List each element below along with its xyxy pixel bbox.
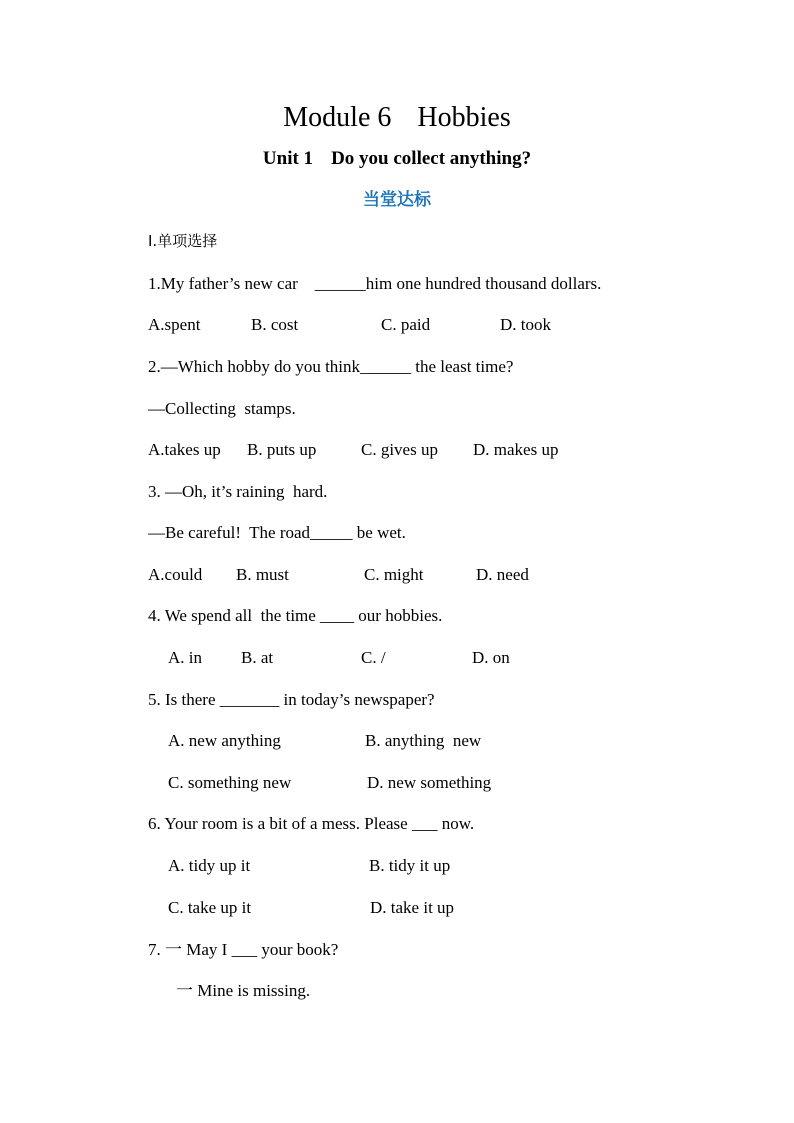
part-label: Ⅰ.单项选择 xyxy=(148,232,218,250)
question-4-stem: 4. We spend all the time ____ our hobbies. xyxy=(148,606,443,625)
question-1-option-d: D. took xyxy=(500,315,551,334)
module-topic: Hobbies xyxy=(417,102,511,133)
question-7-stem: 7. 一 May I ___ your book? xyxy=(148,940,339,959)
section-heading: 当堂达标 xyxy=(363,190,431,210)
question-5-stem: 5. Is there _______ in today’s newspaper? xyxy=(148,690,435,709)
question-5-option-b: B. anything new xyxy=(365,731,482,750)
question-2-option-d: D. makes up xyxy=(473,440,559,459)
question-2-answer-line: —Collecting stamps. xyxy=(148,399,296,418)
question-6-option-c: C. take up it xyxy=(168,898,252,917)
question-6-option-b: B. tidy it up xyxy=(369,856,451,875)
question-1-stem: 1.My father’s new car ______him one hundred thousand dollars. xyxy=(148,274,602,293)
question-5-option-d: D. new something xyxy=(367,773,492,792)
unit-question: Do you collect anything? xyxy=(331,148,532,169)
question-3-option-b: B. must xyxy=(236,565,289,584)
question-3-stem: 3. —Oh, it’s raining hard. xyxy=(148,482,328,501)
question-3-option-a: A.could xyxy=(148,565,203,584)
unit-label: Unit 1 xyxy=(262,148,314,169)
unit-title xyxy=(0,146,794,172)
module-title xyxy=(0,98,794,138)
question-3-answer-line: —Be careful! The road_____ be wet. xyxy=(148,523,406,542)
question-2-option-c: C. gives up xyxy=(361,440,438,459)
question-4-option-b: B. at xyxy=(241,648,274,667)
question-3-option-c: C. might xyxy=(364,565,424,584)
module-label: Module 6 xyxy=(283,102,392,133)
question-2-stem: 2.—Which hobby do you think______ the least time? xyxy=(148,357,514,376)
question-1-option-c: C. paid xyxy=(381,315,431,334)
question-2-option-a: A.takes up xyxy=(148,440,221,459)
question-1-option-a: A.spent xyxy=(148,315,201,334)
question-3-option-d: D. need xyxy=(476,565,529,584)
question-6-stem: 6. Your room is a bit of a mess. Please ___ now. xyxy=(148,814,475,833)
question-4-option-d: D. on xyxy=(472,648,510,667)
question-4-option-a: A. in xyxy=(168,648,202,667)
question-4-option-c: C. / xyxy=(361,648,386,667)
question-7-answer-line: 一 Mine is missing. xyxy=(176,981,311,1000)
question-2-option-b: B. puts up xyxy=(247,440,317,459)
question-6-option-d: D. take it up xyxy=(370,898,455,917)
question-5-option-a: A. new anything xyxy=(168,731,281,750)
question-1-option-b: B. cost xyxy=(251,315,299,334)
question-5-option-c: C. something new xyxy=(168,773,292,792)
question-6-option-a: A. tidy up it xyxy=(168,856,251,875)
